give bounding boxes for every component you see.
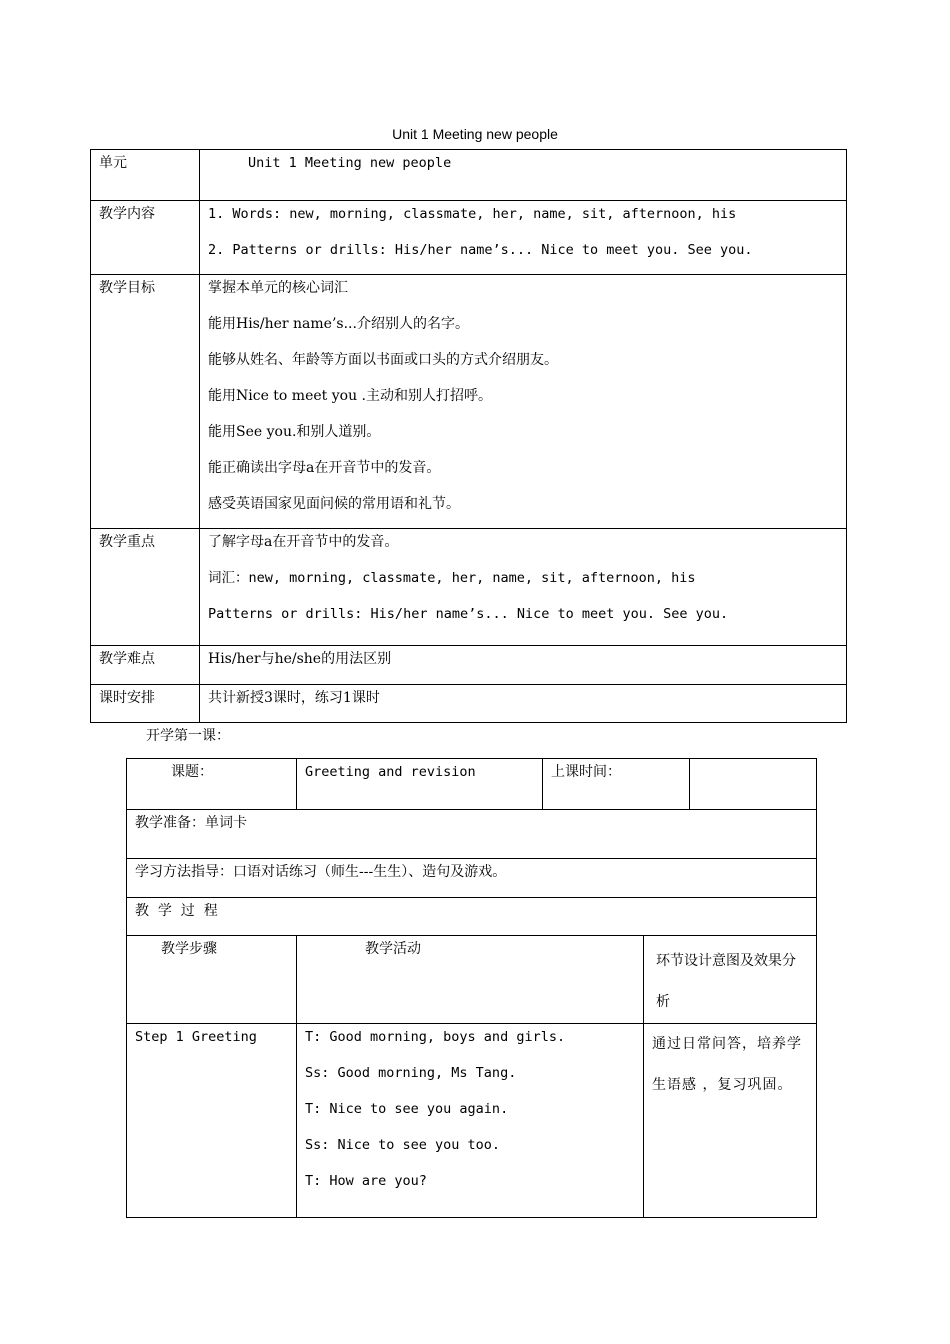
goal-line-7: 感受英语国家见面问候的常用语和礼节。 (208, 496, 460, 512)
step1-name: Step 1 Greeting (127, 1024, 297, 1218)
row-topic (127, 759, 817, 810)
schedule-value: 共计新授3课时，练习1课时 (200, 685, 847, 723)
step1-line-5: T: How are you? (305, 1173, 427, 1189)
goal-line-2: 能用His/her name’s...介绍别人的名字。 (208, 316, 469, 332)
difficulty-value: His/her与he/she的用法区别 (200, 646, 847, 685)
key-value (200, 529, 847, 646)
row-prep (127, 810, 817, 859)
goal-line-3: 能够从姓名、年龄等方面以书面或口头的方式介绍朋友。 (208, 352, 558, 368)
step1-activities (297, 1024, 644, 1218)
step1-line-2: Ss: Good morning, Ms Tang. (305, 1065, 517, 1081)
time-label: 上课时间： (543, 759, 690, 810)
content-line-2: 2. Patterns or drills: His/her name’s... Nice to meet you. See you. (208, 242, 753, 258)
row-goals (91, 275, 847, 529)
row-method (127, 859, 817, 898)
row-column-headers (127, 936, 817, 1024)
row-process (127, 898, 817, 936)
content-line-1: 1. Words: new, morning, classmate, her, name, sit, afternoon, his (208, 206, 737, 222)
goal-line-5: 能用See you.和别人道别。 (208, 424, 381, 440)
key-label: 教学重点 (91, 529, 200, 646)
goals-value (200, 275, 847, 529)
time-value (690, 759, 817, 810)
row-schedule (91, 685, 847, 723)
row-unit (91, 150, 847, 201)
goal-line-1: 掌握本单元的核心词汇 (208, 280, 348, 296)
content-value (200, 201, 847, 275)
unit-label: 单元 (91, 150, 200, 201)
schedule-label: 课时安排 (91, 685, 200, 723)
topic-value: Greeting and revision (297, 759, 543, 810)
step1-line-4: Ss: Nice to see you too. (305, 1137, 501, 1153)
row-key-points (91, 529, 847, 646)
prep-cell: 教学准备：单词卡 (127, 810, 817, 859)
process-cell: 教 学 过 程 (127, 898, 817, 936)
key-line-1: 了解字母a在开音节中的发音。 (208, 534, 399, 550)
goal-line-4: 能用Nice to meet you .主动和别人打招呼。 (208, 388, 492, 404)
step1-line-3: T: Nice to see you again. (305, 1101, 509, 1117)
goals-label: 教学目标 (91, 275, 200, 529)
difficulty-label: 教学难点 (91, 646, 200, 685)
content-label: 教学内容 (91, 201, 200, 275)
goal-line-6: 能正确读出字母a在开音节中的发音。 (208, 460, 441, 476)
key-line-2: 词汇：new, morning, classmate, her, name, sit, afternoon, his (208, 570, 696, 586)
key-line-3: Patterns or drills: His/her name’s... Nice to meet you. See you. (208, 606, 729, 622)
document-title: Unit 1 Meeting new people (392, 126, 558, 142)
lesson-plan-table (126, 758, 817, 1218)
row-step1 (127, 1024, 817, 1218)
first-lesson-note: 开学第一课： (146, 728, 230, 744)
col-design-header: 环节设计意图及效果分析 (644, 936, 817, 1024)
unit-value: Unit 1 Meeting new people (200, 150, 847, 201)
col-activity-header: 教学活动 (297, 936, 644, 1024)
step1-design: 通过日常问答，培养学生语感 ，复习巩固。 (644, 1024, 817, 1218)
col-step-header: 教学步骤 (127, 936, 297, 1024)
step1-line-1: T: Good morning, boys and girls. (305, 1029, 566, 1045)
unit-overview-table (90, 149, 847, 723)
row-difficulty (91, 646, 847, 685)
topic-label: 课题： (127, 759, 297, 810)
row-content (91, 201, 847, 275)
method-cell: 学习方法指导：口语对话练习（师生---生生）、造句及游戏。 (127, 859, 817, 898)
